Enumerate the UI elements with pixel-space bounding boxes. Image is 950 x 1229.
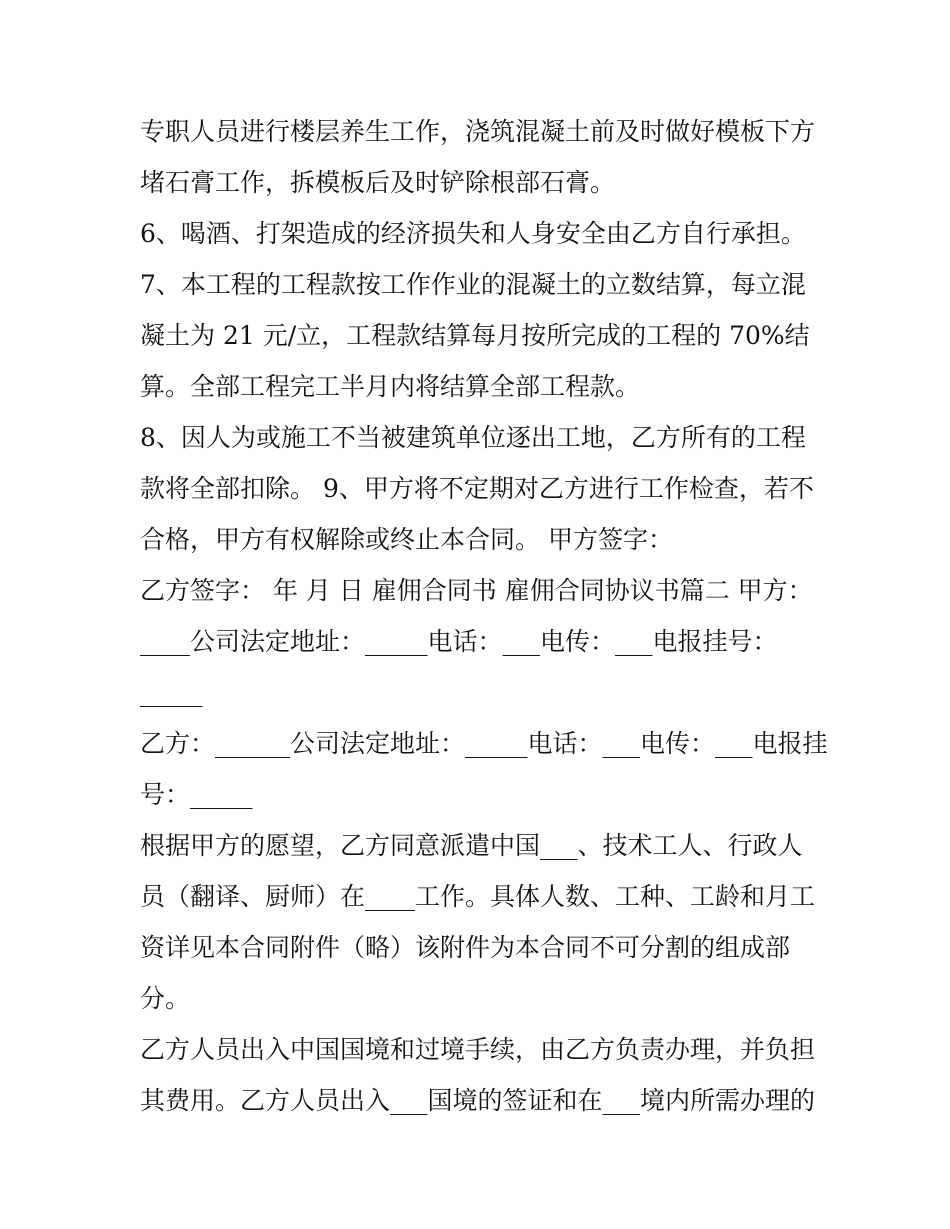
text-line: 乙方：______公司法定地址：_____电话：___电传：___电报挂: [140, 729, 828, 758]
text-line: 凝土为 21 元/立，工程款结算每月按所完成的工程的 70%结: [140, 321, 810, 350]
text-line: 合格，甲方有权解除或终止本合同。 甲方签字：: [140, 525, 673, 554]
body-text: [140, 106, 828, 1126]
text-line: 其费用。乙方人员出入___国境的签证和在___境内所需办理的: [140, 1086, 816, 1115]
text-line: 员（翻译、厨师）在____工作。具体人数、工种、工龄和月工: [140, 882, 816, 911]
text-line: 款将全部扣除。 9、甲方将不定期对乙方进行工作检查，若不: [140, 474, 814, 503]
text-line: 根据甲方的愿望，乙方同意派遣中国___、技术工人、行政人: [140, 831, 803, 860]
text-line: _____: [140, 678, 203, 707]
text-line: 堵石膏工作，拆模板后及时铲除根部石膏。: [140, 168, 616, 197]
text-line: 6、喝酒、打架造成的经济损失和人身安全由乙方自行承担。: [140, 219, 806, 248]
text-line: ____公司法定地址：_____电话：___电传：___电报挂号：: [140, 627, 778, 656]
text-line: 分。: [140, 984, 191, 1013]
text-line: 号：_____: [140, 780, 253, 809]
text-line: 专职人员进行楼层养生工作，浇筑混凝土前及时做好模板下方: [140, 117, 816, 146]
text-line: 7、本工程的工程款按工作作业的混凝土的立数结算，每立混: [140, 270, 806, 299]
text-line: 算。全部工程完工半月内将结算全部工程款。: [140, 372, 641, 401]
text-line: 资详见本合同附件（略）该附件为本合同不可分割的组成部: [140, 933, 791, 962]
text-line: 8、因人为或施工不当被建筑单位逐出工地，乙方所有的工程: [140, 423, 806, 452]
text-line: 乙方签字： 年 月 日 雇佣合同书 雇佣合同协议书篇二 甲方：: [140, 576, 813, 605]
text-line: 乙方人员出入中国国境和过境手续，由乙方负责办理，并负担: [140, 1035, 816, 1064]
